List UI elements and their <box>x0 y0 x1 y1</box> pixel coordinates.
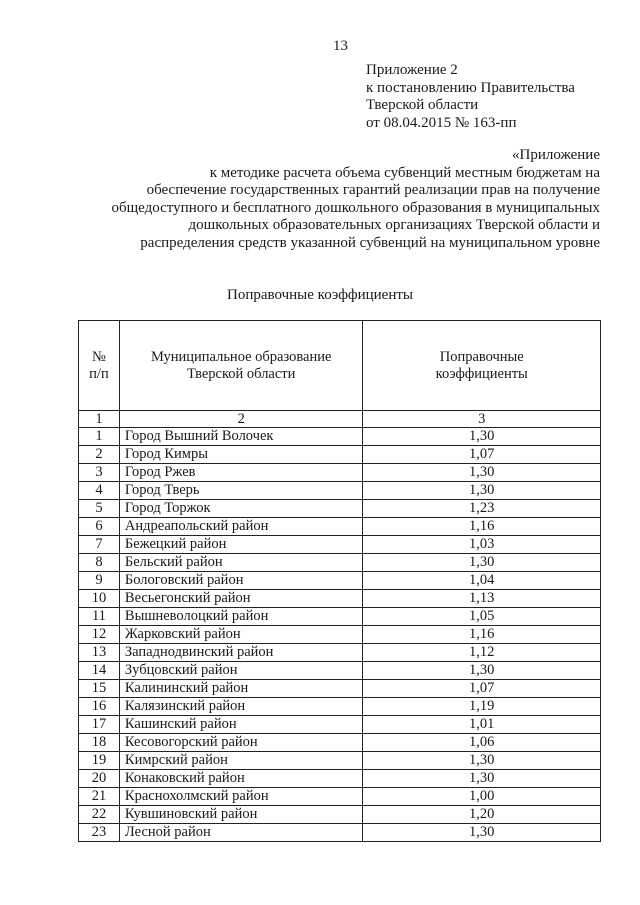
row-coefficient: 1,07 <box>363 680 601 698</box>
table-row <box>79 698 601 716</box>
row-number: 9 <box>79 572 120 590</box>
row-municipality: Андреапольский район <box>119 518 363 536</box>
row-municipality: Бельский район <box>119 554 363 572</box>
row-municipality: Бежецкий район <box>119 536 363 554</box>
table-row <box>79 590 601 608</box>
table-row <box>79 806 601 824</box>
row-municipality: Кашинский район <box>119 716 363 734</box>
row-coefficient: 1,30 <box>363 770 601 788</box>
header-municipality <box>119 321 363 411</box>
row-coefficient: 1,13 <box>363 590 601 608</box>
methodology-line: распределения средств указанной субвенций на муниципальном уровне <box>140 234 600 251</box>
table-row <box>79 680 601 698</box>
header-municipality-line2: Тверской области <box>186 365 296 382</box>
row-municipality: Конаковский район <box>119 770 363 788</box>
row-municipality: Краснохолмский район <box>119 788 363 806</box>
column-number-row <box>79 411 601 428</box>
header-number-line1: № <box>92 348 106 365</box>
table-row <box>79 662 601 680</box>
table-row <box>79 482 601 500</box>
header-number-line2: п/п <box>89 365 109 382</box>
row-number: 18 <box>79 734 120 752</box>
row-municipality: Город Кимры <box>119 446 363 464</box>
row-number: 6 <box>79 518 120 536</box>
table-row <box>79 500 601 518</box>
row-number: 1 <box>79 428 120 446</box>
row-coefficient: 1,04 <box>363 572 601 590</box>
row-number: 8 <box>79 554 120 572</box>
coefficients-table <box>78 320 601 842</box>
appendix-line: от 08.04.2015 № 163-пп <box>366 114 517 131</box>
row-coefficient: 1,30 <box>363 482 601 500</box>
appendix-line: Приложение 2 <box>366 62 458 78</box>
table-row <box>79 608 601 626</box>
row-coefficient: 1,23 <box>363 500 601 518</box>
methodology-line: «Приложение <box>511 147 600 163</box>
table-row <box>79 464 601 482</box>
row-coefficient: 1,00 <box>363 788 601 806</box>
row-number: 4 <box>79 482 120 500</box>
row-number: 21 <box>79 788 120 806</box>
table-row <box>79 446 601 464</box>
methodology-line: общедоступного и бесплатного дошкольного образования в муниципальных <box>111 199 600 216</box>
row-municipality: Кувшиновский район <box>119 806 363 824</box>
appendix-line: к постановлению Правительства <box>366 79 575 96</box>
row-coefficient: 1,30 <box>363 428 601 446</box>
row-municipality: Город Вышний Волочек <box>119 428 363 446</box>
row-number: 3 <box>79 464 120 482</box>
methodology-line: обеспечение государственных гарантий реализации прав на получение <box>146 182 600 198</box>
table-row <box>79 752 601 770</box>
row-number: 11 <box>79 608 120 626</box>
row-coefficient: 1,30 <box>363 824 601 842</box>
column-number: 1 <box>79 411 120 428</box>
row-coefficient: 1,06 <box>363 734 601 752</box>
row-coefficient: 1,05 <box>363 608 601 626</box>
table-row <box>79 626 601 644</box>
row-number: 19 <box>79 752 120 770</box>
row-coefficient: 1,30 <box>363 464 601 482</box>
row-coefficient: 1,19 <box>363 698 601 716</box>
row-municipality: Вышневолоцкий район <box>119 608 363 626</box>
appendix-header <box>366 62 575 132</box>
methodology-header <box>112 147 601 252</box>
table-row <box>79 716 601 734</box>
header-coefficient-line1: Поправочные <box>439 348 524 365</box>
row-number: 15 <box>79 680 120 698</box>
header-municipality-line1: Муниципальное образование <box>150 348 332 365</box>
row-number: 20 <box>79 770 120 788</box>
row-municipality: Западнодвинский район <box>119 644 363 662</box>
row-coefficient: 1,30 <box>363 662 601 680</box>
table-row <box>79 518 601 536</box>
header-coefficient-line2: коэффициенты <box>435 365 528 382</box>
row-number: 10 <box>79 590 120 608</box>
table-row <box>79 536 601 554</box>
table-row <box>79 788 601 806</box>
row-number: 23 <box>79 824 120 842</box>
row-coefficient: 1,07 <box>363 446 601 464</box>
row-number: 2 <box>79 446 120 464</box>
row-number: 5 <box>79 500 120 518</box>
header-coefficient <box>363 321 601 411</box>
row-municipality: Жарковский район <box>119 626 363 644</box>
row-municipality: Кесовогорский район <box>119 734 363 752</box>
row-municipality: Зубцовский район <box>119 662 363 680</box>
row-municipality: Весьегонский район <box>119 590 363 608</box>
row-coefficient: 1,03 <box>363 536 601 554</box>
row-municipality: Калязинский район <box>119 698 363 716</box>
table-row <box>79 572 601 590</box>
table-row <box>79 824 601 842</box>
table-row <box>79 644 601 662</box>
row-coefficient: 1,12 <box>363 644 601 662</box>
column-number: 3 <box>363 411 601 428</box>
appendix-line: Тверской области <box>366 97 479 113</box>
row-coefficient: 1,01 <box>363 716 601 734</box>
table-row <box>79 734 601 752</box>
row-municipality: Город Торжок <box>119 500 363 518</box>
row-number: 16 <box>79 698 120 716</box>
table-row <box>79 428 601 446</box>
table-title: Поправочные коэффициенты <box>227 287 413 303</box>
row-number: 14 <box>79 662 120 680</box>
row-municipality: Калининский район <box>119 680 363 698</box>
row-municipality: Город Тверь <box>119 482 363 500</box>
row-number: 12 <box>79 626 120 644</box>
methodology-line: дошкольных образовательных организациях Тверской области и <box>188 217 600 233</box>
row-number: 13 <box>79 644 120 662</box>
row-coefficient: 1,16 <box>363 626 601 644</box>
row-number: 7 <box>79 536 120 554</box>
row-municipality: Лесной район <box>119 824 363 842</box>
column-number: 2 <box>119 411 363 428</box>
row-coefficient: 1,30 <box>363 554 601 572</box>
row-municipality: Город Ржев <box>119 464 363 482</box>
row-coefficient: 1,30 <box>363 752 601 770</box>
row-number: 17 <box>79 716 120 734</box>
row-municipality: Бологовский район <box>119 572 363 590</box>
row-municipality: Кимрский район <box>119 752 363 770</box>
page-number: 13 <box>333 38 348 54</box>
header-number <box>79 321 120 411</box>
row-coefficient: 1,20 <box>363 806 601 824</box>
methodology-line: к методике расчета объема субвенций местным бюджетам на <box>209 164 600 181</box>
table-row <box>79 554 601 572</box>
row-coefficient: 1,16 <box>363 518 601 536</box>
table-header-row <box>79 321 601 411</box>
table-row <box>79 770 601 788</box>
row-number: 22 <box>79 806 120 824</box>
